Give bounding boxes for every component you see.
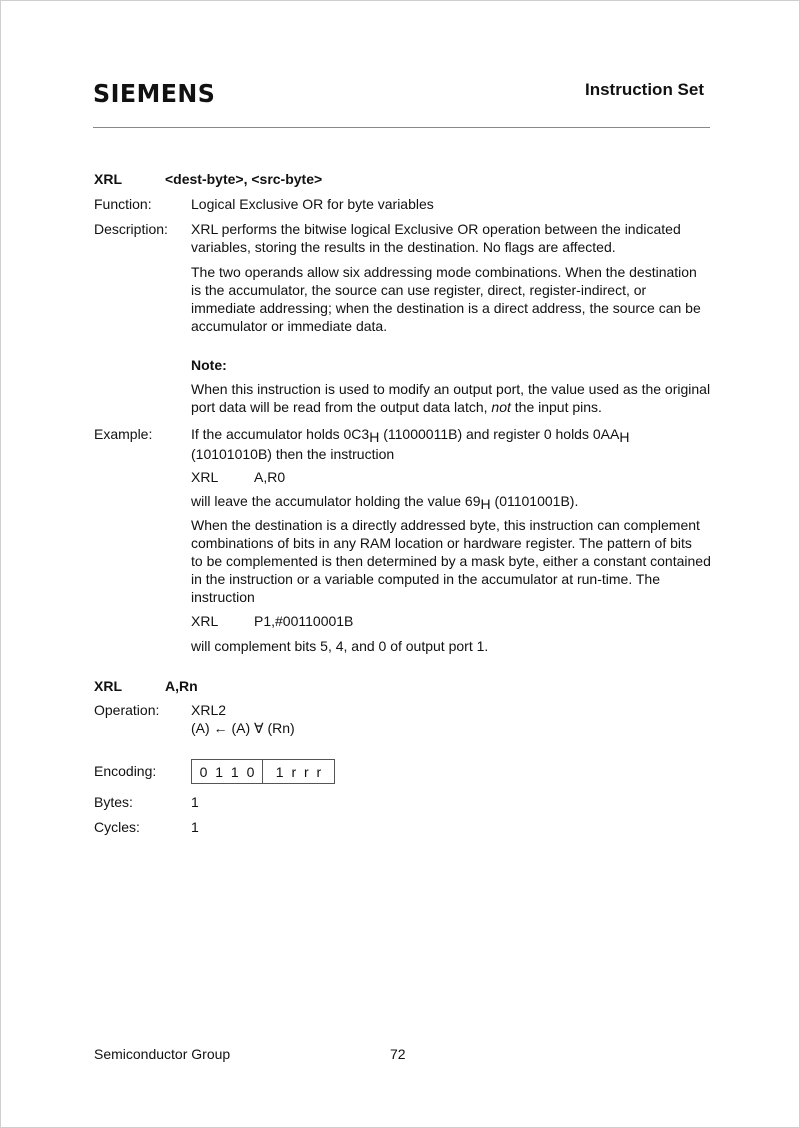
cycles-value: 1 (191, 819, 199, 835)
note-text: port data will be read from the output data latch, (191, 399, 492, 415)
note-label: Note: (191, 357, 227, 373)
hex-subscript: H (480, 496, 491, 512)
example-line (191, 493, 579, 512)
encoding-high-nibble: 0 1 1 0 (192, 760, 263, 783)
example-line: combinations of bits in any RAM location or hardware register. The pattern of bits (191, 535, 692, 551)
code-args: A,R0 (254, 469, 286, 485)
entry-operands: A,Rn (165, 678, 198, 694)
header-rule (93, 127, 710, 128)
note-emphasis: not (491, 399, 511, 415)
siemens-logo: SIEMENS (93, 79, 216, 108)
function-label: Function: (94, 196, 152, 212)
example-line: will complement bits 5, 4, and 0 of output port 1. (191, 638, 489, 654)
encoding-low-nibble: 1 r r r (275, 763, 322, 780)
section-title: Instruction Set (585, 80, 705, 99)
code-op: XRL (191, 613, 219, 629)
example-line: When the destination is a directly addressed byte, this instruction can complement (191, 517, 700, 533)
bytes-value: 1 (191, 794, 199, 810)
description-line: accumulator or immediate data. (191, 318, 388, 334)
page-number: 72 (390, 1046, 406, 1062)
description-label: Description: (94, 221, 168, 237)
entry-mnemonic: XRL (94, 678, 122, 694)
description-line: XRL performs the bitwise logical Exclusive OR operation between the indicated (191, 221, 681, 237)
note-text: the input pins. (510, 399, 602, 415)
example-line: in the instruction or a variable computed in the accumulator at run-time. The (191, 571, 660, 587)
entry-operands: <dest-byte>, <src-byte> (165, 171, 323, 187)
example-text: (11000011B) and register 0 holds 0AA (379, 426, 620, 442)
note-line (191, 399, 602, 415)
function-text: Logical Exclusive OR for byte variables (191, 196, 434, 212)
hex-subscript: H (369, 429, 380, 445)
footer-left: Semiconductor Group (94, 1046, 231, 1062)
cycles-label: Cycles: (94, 819, 140, 835)
hex-subscript: H (619, 429, 630, 445)
example-text: will leave the accumulator holding the value 69 (191, 493, 481, 509)
description-line: immediate addressing; when the destination is a direct address, the source can be (191, 300, 701, 316)
description-line: is the accumulator, the source can use register, direct, register-indirect, or (191, 282, 647, 298)
example-line: to be complemented is then determined by a mask byte, either a constant contained (191, 553, 711, 569)
encoding-box (191, 759, 335, 784)
entry-mnemonic: XRL (94, 171, 122, 187)
example-label: Example: (94, 426, 153, 442)
note-line: When this instruction is used to modify an output port, the value used as the original (191, 381, 711, 397)
code-args: P1,#00110001B (254, 613, 354, 629)
description-line: The two operands allow six addressing mode combinations. When the destination (191, 264, 697, 280)
example-line: instruction (191, 589, 255, 605)
operation-expression: (A) ← (A) ∀ (Rn) (191, 720, 295, 736)
operation-name: XRL2 (191, 702, 227, 718)
example-text: If the accumulator holds 0C3 (191, 426, 370, 442)
bytes-label: Bytes: (94, 794, 133, 810)
encoding-label: Encoding: (94, 763, 157, 779)
description-line: variables, storing the results in the destination. No flags are affected. (191, 239, 616, 255)
operation-label: Operation: (94, 702, 160, 718)
example-line: (10101010B) then the instruction (191, 446, 395, 462)
example-text: (01101001B). (490, 493, 579, 509)
code-op: XRL (191, 469, 219, 485)
example-line (191, 426, 630, 445)
